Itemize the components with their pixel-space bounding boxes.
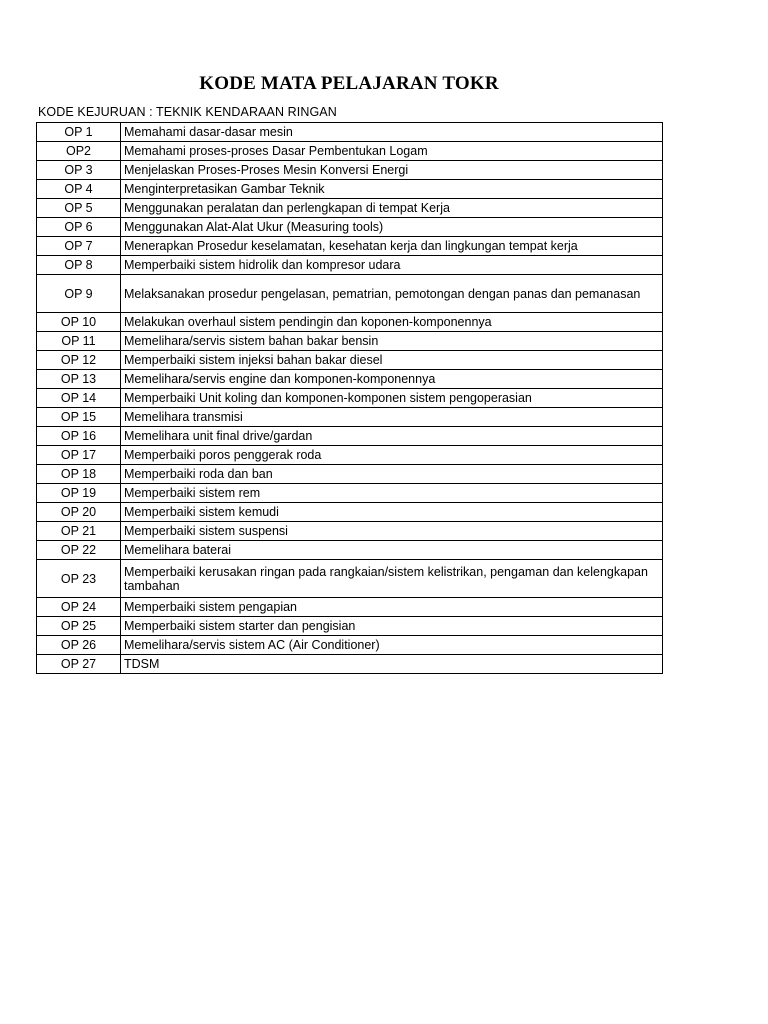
code-cell: OP 11	[37, 332, 121, 351]
code-cell: OP 17	[37, 446, 121, 465]
code-cell: OP 6	[37, 218, 121, 237]
table-row	[37, 598, 663, 617]
code-cell: OP 23	[37, 560, 121, 598]
table-row	[37, 256, 663, 275]
code-cell: OP 12	[37, 351, 121, 370]
description-cell: Memelihara/servis sistem bahan bakar bensin	[121, 332, 663, 351]
description-cell: Memperbaiki sistem pengapian	[121, 598, 663, 617]
description-cell: Melakukan overhaul sistem pendingin dan koponen-komponennya	[121, 313, 663, 332]
description-cell: Memperbaiki sistem injeksi bahan bakar diesel	[121, 351, 663, 370]
table-row	[37, 180, 663, 199]
table-row	[37, 408, 663, 427]
code-cell: OP 13	[37, 370, 121, 389]
description-cell: Memperbaiki roda dan ban	[121, 465, 663, 484]
table-row	[37, 427, 663, 446]
table-row	[37, 332, 663, 351]
description-cell: Memperbaiki sistem kemudi	[121, 503, 663, 522]
description-cell: Memperbaiki sistem starter dan pengisian	[121, 617, 663, 636]
description-cell: Memelihara/servis sistem AC (Air Conditioner)	[121, 636, 663, 655]
code-cell: OP 26	[37, 636, 121, 655]
code-cell: OP 15	[37, 408, 121, 427]
code-cell: OP 16	[37, 427, 121, 446]
description-cell: Memahami dasar-dasar mesin	[121, 123, 663, 142]
description-cell: Memperbaiki sistem suspensi	[121, 522, 663, 541]
table-row	[37, 655, 663, 674]
description-cell: Memelihara unit final drive/gardan	[121, 427, 663, 446]
description-cell: Melaksanakan prosedur pengelasan, pematrian, pemotongan dengan panas dan pemanasan	[121, 275, 663, 313]
table-row	[37, 351, 663, 370]
table-row	[37, 123, 663, 142]
table-row	[37, 313, 663, 332]
table-row	[37, 142, 663, 161]
description-cell: Memahami proses-proses Dasar Pembentukan Logam	[121, 142, 663, 161]
table-row	[37, 541, 663, 560]
table-row	[37, 389, 663, 408]
section-subtitle: KODE KEJURUAN : TEKNIK KENDARAAN RINGAN	[38, 105, 337, 119]
code-cell: OP 14	[37, 389, 121, 408]
description-cell: Memelihara baterai	[121, 541, 663, 560]
subject-code-table	[36, 122, 663, 674]
table-row	[37, 199, 663, 218]
table-row	[37, 636, 663, 655]
code-cell: OP 18	[37, 465, 121, 484]
code-cell: OP 4	[37, 180, 121, 199]
table-row	[37, 446, 663, 465]
description-cell: Memperbaiki poros penggerak roda	[121, 446, 663, 465]
code-cell: OP 20	[37, 503, 121, 522]
description-cell: Memperbaiki Unit koling dan komponen-komponen sistem pengoperasian	[121, 389, 663, 408]
table-row	[37, 465, 663, 484]
code-cell: OP 7	[37, 237, 121, 256]
page-title: KODE MATA PELAJARAN TOKR	[199, 73, 499, 94]
code-cell: OP 1	[37, 123, 121, 142]
code-cell: OP 3	[37, 161, 121, 180]
table-row	[37, 370, 663, 389]
table-row	[37, 560, 663, 598]
table-row	[37, 275, 663, 313]
code-cell: OP 5	[37, 199, 121, 218]
description-cell: Menerapkan Prosedur keselamatan, kesehatan kerja dan lingkungan tempat kerja	[121, 237, 663, 256]
table-row	[37, 161, 663, 180]
description-cell: Memperbaiki sistem rem	[121, 484, 663, 503]
code-cell: OP 22	[37, 541, 121, 560]
code-cell: OP 10	[37, 313, 121, 332]
description-cell: Menginterpretasikan Gambar Teknik	[121, 180, 663, 199]
code-cell: OP 21	[37, 522, 121, 541]
code-cell: OP 25	[37, 617, 121, 636]
description-cell: Memelihara transmisi	[121, 408, 663, 427]
table-row	[37, 522, 663, 541]
description-cell: Menggunakan peralatan dan perlengkapan di tempat Kerja	[121, 199, 663, 218]
table-row	[37, 503, 663, 522]
table-row	[37, 237, 663, 256]
description-cell: Menggunakan Alat-Alat Ukur (Measuring tools)	[121, 218, 663, 237]
code-cell: OP 19	[37, 484, 121, 503]
table-row	[37, 484, 663, 503]
code-cell: OP 9	[37, 275, 121, 313]
table-row	[37, 218, 663, 237]
description-cell: Menjelaskan Proses-Proses Mesin Konversi Energi	[121, 161, 663, 180]
description-cell: Memelihara/servis engine dan komponen-komponennya	[121, 370, 663, 389]
table-row	[37, 617, 663, 636]
code-cell: OP2	[37, 142, 121, 161]
description-cell: TDSM	[121, 655, 663, 674]
description-cell: Memperbaiki kerusakan ringan pada rangkaian/sistem kelistrikan, pengaman dan kelengkapan tambahan	[121, 560, 663, 598]
code-cell: OP 27	[37, 655, 121, 674]
description-cell: Memperbaiki sistem hidrolik dan kompresor udara	[121, 256, 663, 275]
code-cell: OP 8	[37, 256, 121, 275]
code-cell: OP 24	[37, 598, 121, 617]
